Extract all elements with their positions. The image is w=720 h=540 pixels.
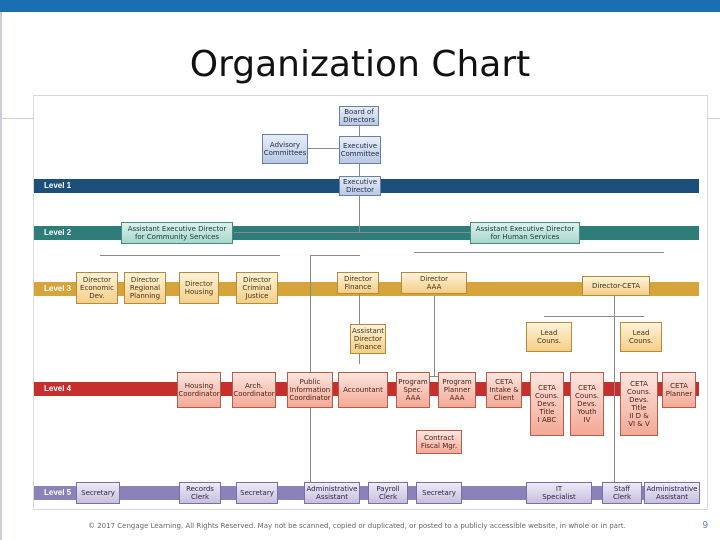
level-1-label: Level 1 <box>44 181 72 190</box>
lead-counselor-1-box: Lead Couns. <box>526 322 572 352</box>
program-planner-aaa-box: Program Planner AAA <box>438 372 476 408</box>
administrative-assistant-2-box: Administrative Assistant <box>644 482 700 504</box>
lead-counselor-2-box: Lead Couns. <box>620 322 662 352</box>
executive-committee-box: Executive Committee <box>339 136 381 164</box>
connector-line <box>100 255 280 256</box>
it-specialist-box: IT Specialist <box>526 482 592 504</box>
slide-top-bar <box>0 0 720 12</box>
connector-line <box>434 296 435 376</box>
copyright-footer: © 2017 Cengage Learning. All Rights Reserved. May not be scanned, copied or duplicated, or posted to a publicly accessible website, in whole or in part. <box>88 522 626 530</box>
director-ceta-box: Director-CETA <box>582 276 650 296</box>
ceta-counselor-youth-box: CETA Couns. Devs. Youth IV <box>570 372 604 436</box>
accountant-box: Accountant <box>338 372 388 408</box>
slide-title: Organization Chart <box>189 44 531 85</box>
level-2-label: Level 2 <box>44 228 72 237</box>
level-4-label: Level 4 <box>44 384 72 393</box>
secretary-2-box: Secretary <box>236 482 278 504</box>
executive-director-box: Executive Director <box>339 176 381 196</box>
director-finance-box: Director Finance <box>337 272 379 294</box>
connector-line <box>310 255 360 256</box>
level-5-label: Level 5 <box>44 488 72 497</box>
director-aaa-box: Director AAA <box>401 272 467 294</box>
ceta-intake-client-box: CETA Intake & Client <box>486 372 522 408</box>
arch-coordinator-box: Arch. Coordinator <box>232 372 276 408</box>
assistant-director-finance-box: Assistant Director Finance <box>350 324 386 354</box>
administrative-assistant-1-box: Administrative Assistant <box>304 482 360 504</box>
director-criminal-justice-box: Director Criminal Justice <box>236 272 278 304</box>
board-of-directors-box: Board of Directors <box>339 106 379 126</box>
organization-chart <box>33 95 708 510</box>
level-5-band <box>34 486 699 500</box>
ceta-counselor-title-2-box: CETA Couns. Devs. Title II D & VI & V <box>620 372 658 436</box>
connector-line <box>614 296 615 486</box>
secretary-3-box: Secretary <box>416 482 462 504</box>
secretary-1-box: Secretary <box>76 482 120 504</box>
connector-line <box>544 316 644 317</box>
level-3-label: Level 3 <box>44 284 72 293</box>
advisory-committees-box: Advisory Committees <box>262 134 308 164</box>
connector-line <box>414 252 664 253</box>
contract-fiscal-manager-box: Contract Fiscal Mgr. <box>416 430 462 454</box>
director-regional-planning-box: Director Regional Planning <box>124 272 166 304</box>
connector-line <box>359 212 360 232</box>
program-spec-aaa-box: Program Spec. AAA <box>396 372 430 408</box>
ceta-counselor-title-1-box: CETA Couns. Devs. Title I ABC <box>530 372 564 436</box>
housing-coordinator-box: Housing Coordinator <box>177 372 221 408</box>
records-clerk-box: Records Clerk <box>179 482 221 504</box>
slide-left-rule <box>0 12 2 540</box>
director-economic-dev-box: Director Economic Dev. <box>76 272 118 304</box>
director-housing-box: Director Housing <box>179 272 219 304</box>
staff-clerk-box: Staff Clerk <box>602 482 642 504</box>
ceta-planner-box: CETA Planner <box>662 372 696 408</box>
aed-human-services-box: Assistant Executive Director for Human Services <box>470 222 580 244</box>
slide-number: 9 <box>702 520 708 531</box>
payroll-clerk-box: Payroll Clerk <box>368 482 408 504</box>
aed-community-services-box: Assistant Executive Director for Community Services <box>121 222 233 244</box>
connector-line <box>234 232 484 233</box>
public-information-coordinator-box: Public Information Coordinator <box>287 372 333 408</box>
